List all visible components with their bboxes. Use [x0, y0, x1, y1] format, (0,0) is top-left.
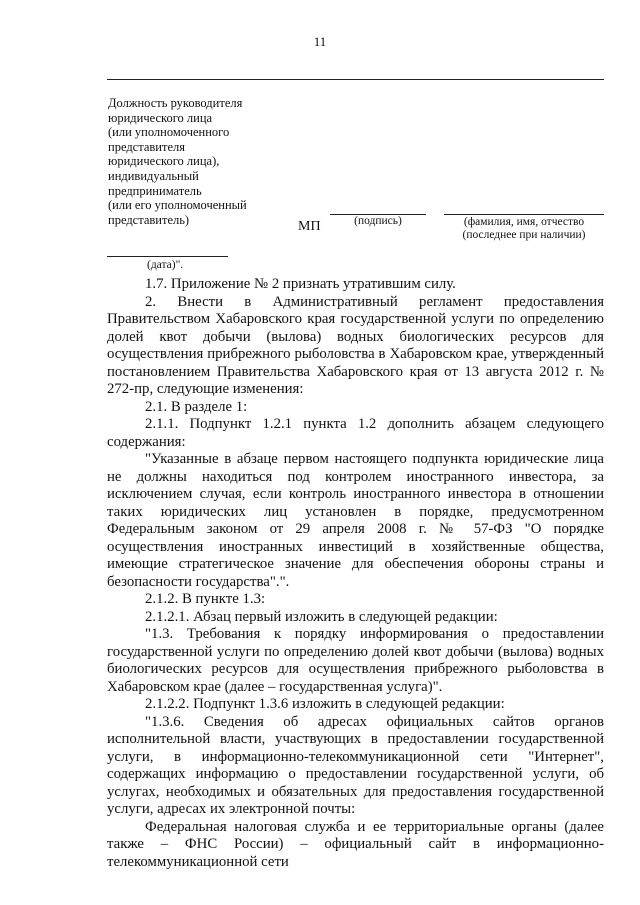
paragraph: "1.3. Требования к порядку информирования о предоставлении государственной услуги по определению долей квот добычи (вылова) водных биологических ресурсов для осуществления прибрежного рыболовства в Хабаровском крае (далее – государственная услуга)".: [107, 626, 604, 695]
signer-line: индивидуальный: [108, 168, 199, 183]
signer-position-label: [108, 96, 308, 227]
date-line: [107, 256, 228, 257]
stamp-place-label: МП: [298, 219, 321, 234]
full-name-line: [444, 214, 604, 215]
signer-line: юридического лица: [108, 110, 213, 125]
full-name-caption-line: (фамилия, имя, отчество: [463, 216, 585, 228]
signer-line: представитель): [108, 212, 190, 227]
full-name-caption-line: (последнее при наличии): [462, 228, 586, 241]
signature-caption: (подпись): [354, 215, 402, 227]
paragraph: "Указанные в абзаце первом настоящего подпункта юридические лица не должны находиться под контролем иностранного инвестора, за исключением случая, если контроль иностранного инвестора в отношении таких юридических лиц установлен в порядке, предусмотренном Федеральным законом от 29 апреля 2008 г. № 57-ФЗ "О порядке осуществления иностранных инвестиций в хозяйственные общества, имеющие стратегическое значение для обеспечения обороны страны и безопасности государства".".: [107, 451, 604, 590]
paragraph: 2.1.2.2. Подпункт 1.3.6 изложить в следующей редакции:: [145, 696, 505, 712]
date-caption: (дата)".: [147, 259, 184, 271]
paragraph: 1.7. Приложение № 2 признать утратившим силу.: [145, 276, 456, 292]
document-body: [107, 276, 604, 871]
signer-line: юридического лица),: [108, 154, 220, 169]
paragraph: Федеральная налоговая служба и ее территориальные органы (далее также – ФНС России) – официальный сайт в информационно-телекоммуникационной сети: [107, 818, 604, 870]
signer-line: (или его уполномоченный: [108, 198, 247, 213]
signer-line: (или уполномоченного: [108, 125, 230, 140]
signer-line: представителя: [108, 139, 185, 154]
signer-line: Должность руководителя: [108, 96, 243, 110]
paragraph: 2.1.1. Подпункт 1.2.1 пункта 1.2 дополнить абзацем следующего содержания:: [107, 416, 604, 450]
paragraph: 2. Внести в Административный регламент предоставления Правительством Хабаровского края государственной услуги по определению долей квот добычи (вылова) водных биологических ресурсов для осуществления прибрежного рыболовства в Хабаровском крае, утвержденный постановлением Правительства Хабаровского края от 13 августа 2012 г. № 272-пр, следующие изменения:: [107, 293, 604, 397]
paragraph: 2.1.2.1. Абзац первый изложить в следующей редакции:: [145, 608, 498, 625]
page-number: 11: [313, 34, 327, 49]
signer-line: предприниматель: [108, 183, 202, 198]
paragraph: 2.1. В разделе 1:: [145, 398, 248, 415]
top-divider: [107, 79, 604, 80]
full-name-caption: [444, 216, 604, 241]
paragraph: "1.3.6. Сведения об адресах официальных сайтов органов исполнительной власти, участвующих в предоставлении государственной услуги, в информационно-телекоммуникационной сети "Интернет", содержащих информацию о предоставлении государственной услуги, об услугах, необходимых и обязательных для предоставления государственной услуги, адресах их электронной почты:: [107, 713, 604, 817]
paragraph: 2.1.2. В пункте 1.3:: [145, 591, 266, 607]
